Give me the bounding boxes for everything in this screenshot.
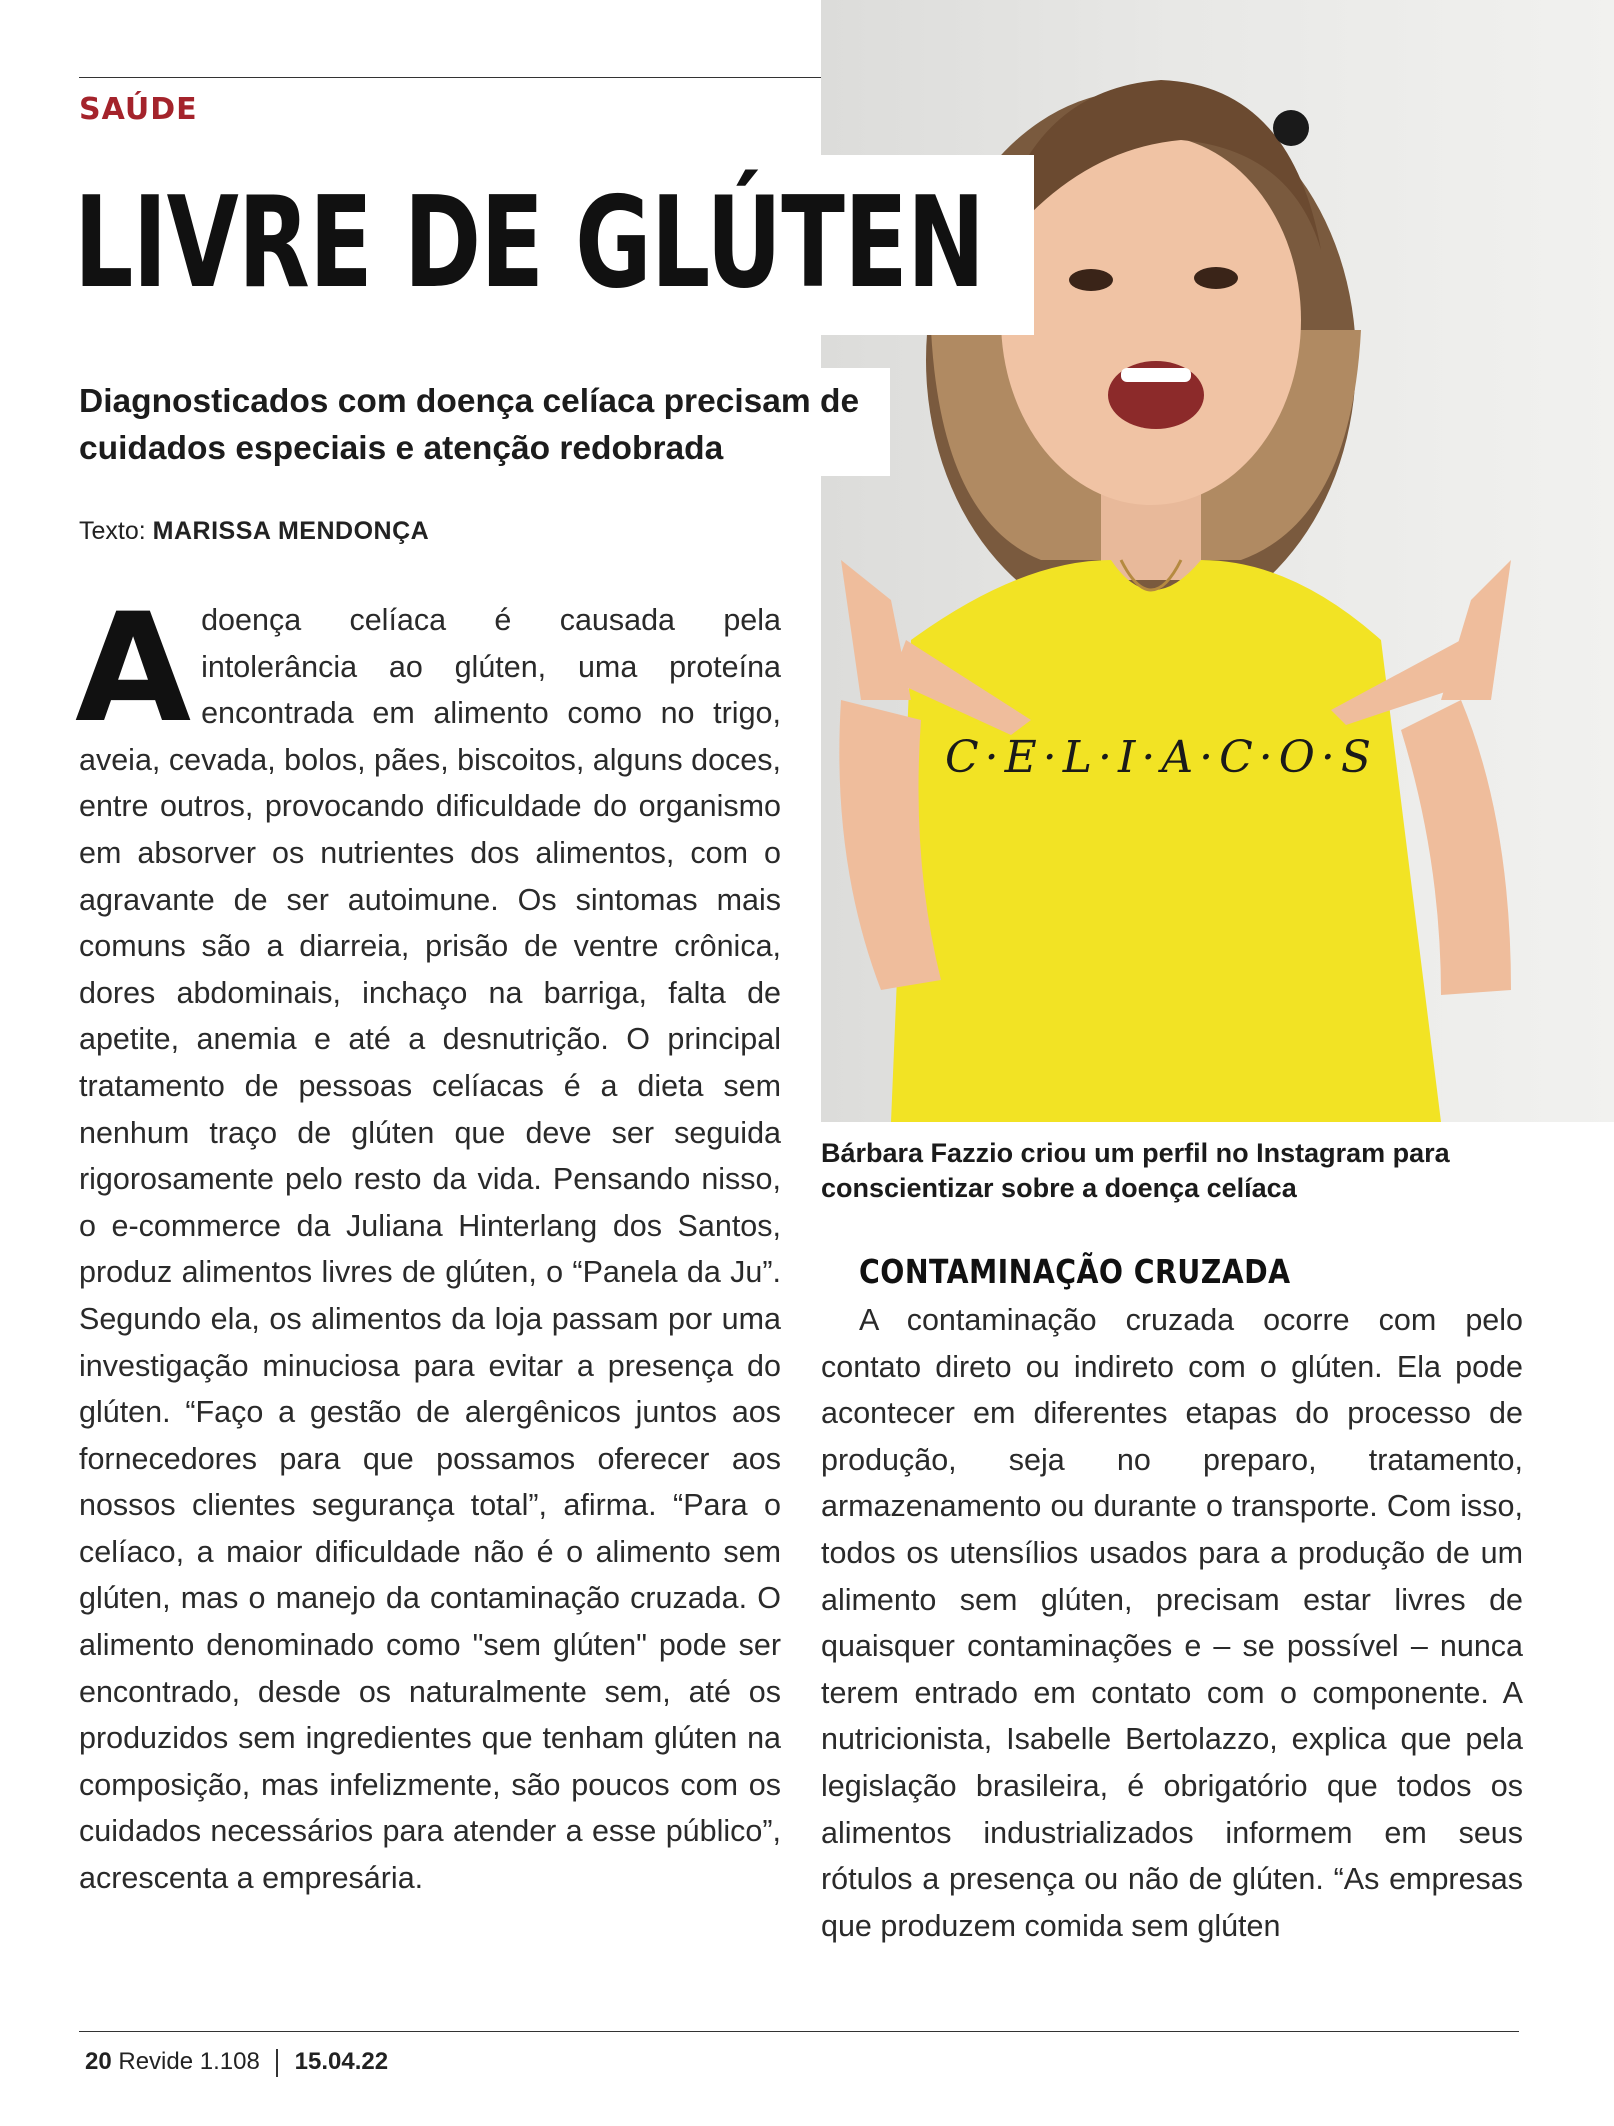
issue-date: 15.04.22 [294,2048,389,2075]
page-footer [85,2048,388,2077]
byline-author: MARISSA MENDONÇA [152,517,430,545]
shirt-text: C·E·L·I·A·C·O·S [945,732,1377,783]
footer-separator [276,2049,278,2077]
section-label: SAÚDE [79,92,198,127]
page-number: 20 [85,2048,112,2075]
photo-caption: Bárbara Fazzio criou um perfil no Instagram para conscientizar sobre a doença celíaca [821,1138,1450,1203]
body-left-text: doença celíaca é causada pela intolerância ao glúten, uma proteína encontrada em alimento como no trigo, aveia, cevada, bolos, pães, biscoitos, alguns doces, entre outros, provocando dificuldade do organismo em absorver os nutrientes dos alimentos, com o agravante de ser autoimune. Os sintomas mais comuns são a diarreia, prisão de ventre crônica, dores abdominais, inchaço na barriga, falta de apetite, anemia e até a desnutrição. O principal tratamento de pessoas celíacas é a dieta sem nenhum traço de glúten que deve ser seguida rigorosamente pelo resto da vida. Pensando nisso, o e-commerce da Juliana Hinterlang dos Santos, produz alimentos livres de glúten, o “Panela da Ju”. Segundo ela, os alimentos da loja passam por uma investigação minuciosa para evitar a presença do glúten. “Faço a gestão de alergênicos juntos aos fornecedores para que possamos oferecer aos nossos clientes segurança total”, afirma. “Para o celíaco, a maior dificuldade não é o alimento sem glúten, mas o manejo da contaminação cruzada. O alimento denominado como "sem glúten" pode ser encontrado, desde os naturalmente sem, até os produzidos sem ingredientes que tenham glúten na composição, mas infelizmente, são poucos com os cuidados necessários para atender a esse público”, acrescenta a empresária. [79,603,781,1896]
magazine-issue: Revide 1.108 [118,2048,260,2075]
article-body-left [75,582,781,1902]
page-title: LIVRE DE GLÚTEN [74,169,985,316]
subtitle: Diagnosticados com doença celíaca precisam de cuidados especiais e atenção redobrada [79,383,860,467]
top-rule [79,77,821,78]
article-body-right: A contaminação cruzada ocorre com pelo contato direto ou indireto com o glúten. Ela pode acontecer em diferentes etapas do processo de produção, seja no preparo, tratamento, armazenamento ou durante o transporte. Com isso, todos os utensílios usados para a produção de um alimento sem glúten, precisam estar livres de quaisquer contaminações e – se possível – nunca terem entrado em contato com o componente. A nutricionista, Isabelle Bertolazzo, explica que pela legislação brasileira, é obrigatório que todos os alimentos industrializados informem em seus rótulos a presença ou não de glúten. “As empresas que produzem comida sem glúten [821,1303,1523,1943]
byline-label: Texto: [79,517,146,545]
byline [79,517,429,546]
bottom-rule [79,2031,1519,2032]
section-subheading: CONTAMINAÇÃO CRUZADA [859,1252,1291,1291]
drop-cap: A [75,582,192,756]
